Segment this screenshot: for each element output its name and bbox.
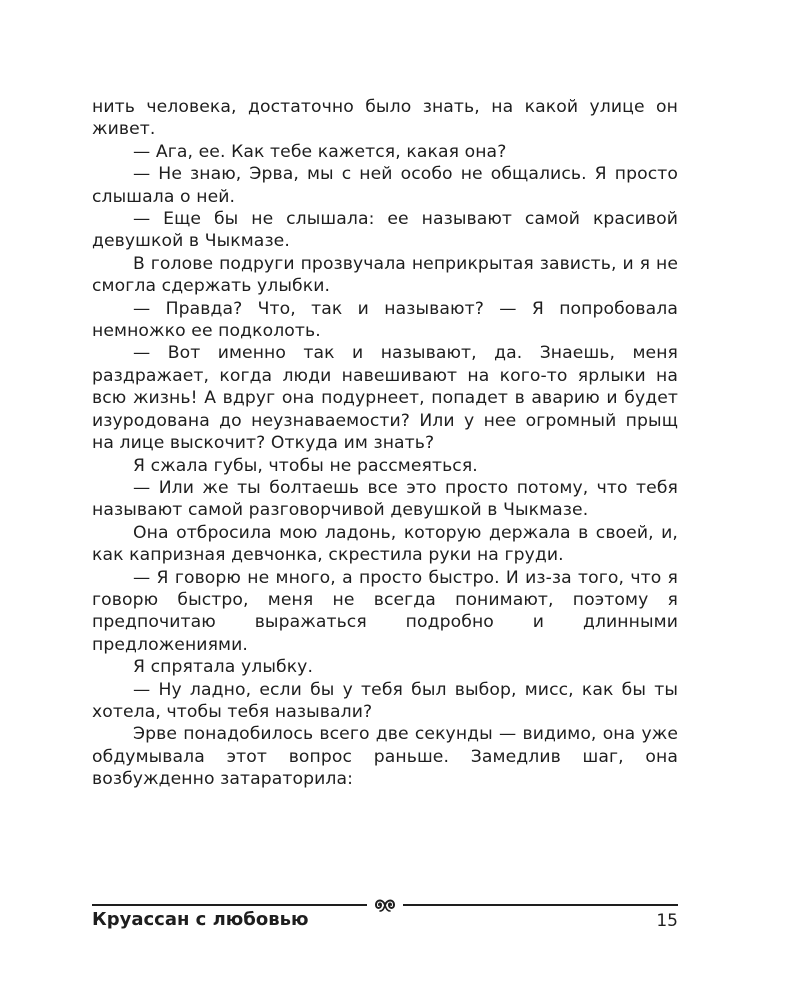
paragraph-dialogue: — Еще бы не слышала: ее называют самой красивой девушкой в Чыкмазе.: [92, 209, 678, 252]
paragraph-dialogue: — Ну ладно, если бы у тебя был выбор, мисс, как бы ты хотела, чтобы тебя называли?: [92, 679, 678, 722]
paragraph-dialogue: — Или же ты болтаешь все это просто потому, что тебя называют самой разговорчивой девушкой в Чыкмазе.: [92, 477, 678, 521]
paragraph-narration: Я спрятала улыбку.: [133, 657, 314, 678]
swirl-ornament-icon: [371, 896, 399, 914]
page-body-text: [92, 96, 678, 791]
running-footer-book-title: Круассан с любовью: [92, 909, 309, 930]
paragraph-dialogue: — Ага, ее. Как тебе кажется, какая она?: [133, 141, 507, 162]
paragraph-dialogue: — Я говорю не много, а просто быстро. И из-за того, что я говорю быстро, меня не всегда понимают, поэтому я предпочитаю выражаться подробно и длинными предложениями.: [92, 567, 678, 655]
footer-rule-right: [403, 904, 678, 906]
paragraph-dialogue: — Правда? Что, так и называют? — Я попробовала немножко ее подколоть.: [92, 298, 678, 342]
paragraph-dialogue: — Не знаю, Эрва, мы с ней особо не общались. Я просто слышала о ней.: [92, 164, 678, 207]
paragraph-narration: Эрве понадобилось всего две секунды — видимо, она уже обдумывала этот вопрос раньше. Замедлив шаг, она возбужденно затараторила:: [92, 724, 678, 790]
paragraph-continuation: нить человека, достаточно было знать, на какой улице он живет.: [92, 97, 678, 140]
paragraph-dialogue: — Вот именно так и называют, да. Знаешь, меня раздражает, когда люди навешивают на кого-то ярлыки на всю жизнь! А вдруг она подурнеет, попадет в аварию и будет изуродована до неузнаваемости? Или у нее огромный прыщ на лице выскочит? Откуда им знать?: [92, 343, 678, 454]
paragraph-narration: Я сжала губы, чтобы не рассмеяться.: [133, 455, 478, 476]
paragraph-narration: Она отбросила мою ладонь, которую держала в своей, и, как капризная девчонка, скрестила руки на груди.: [92, 522, 678, 566]
footer-rule-left: [92, 904, 367, 906]
page-number: 15: [656, 911, 678, 931]
paragraph-narration: В голове подруги прозвучала неприкрытая зависть, и я не смогла сдержать улыбки.: [92, 253, 678, 297]
